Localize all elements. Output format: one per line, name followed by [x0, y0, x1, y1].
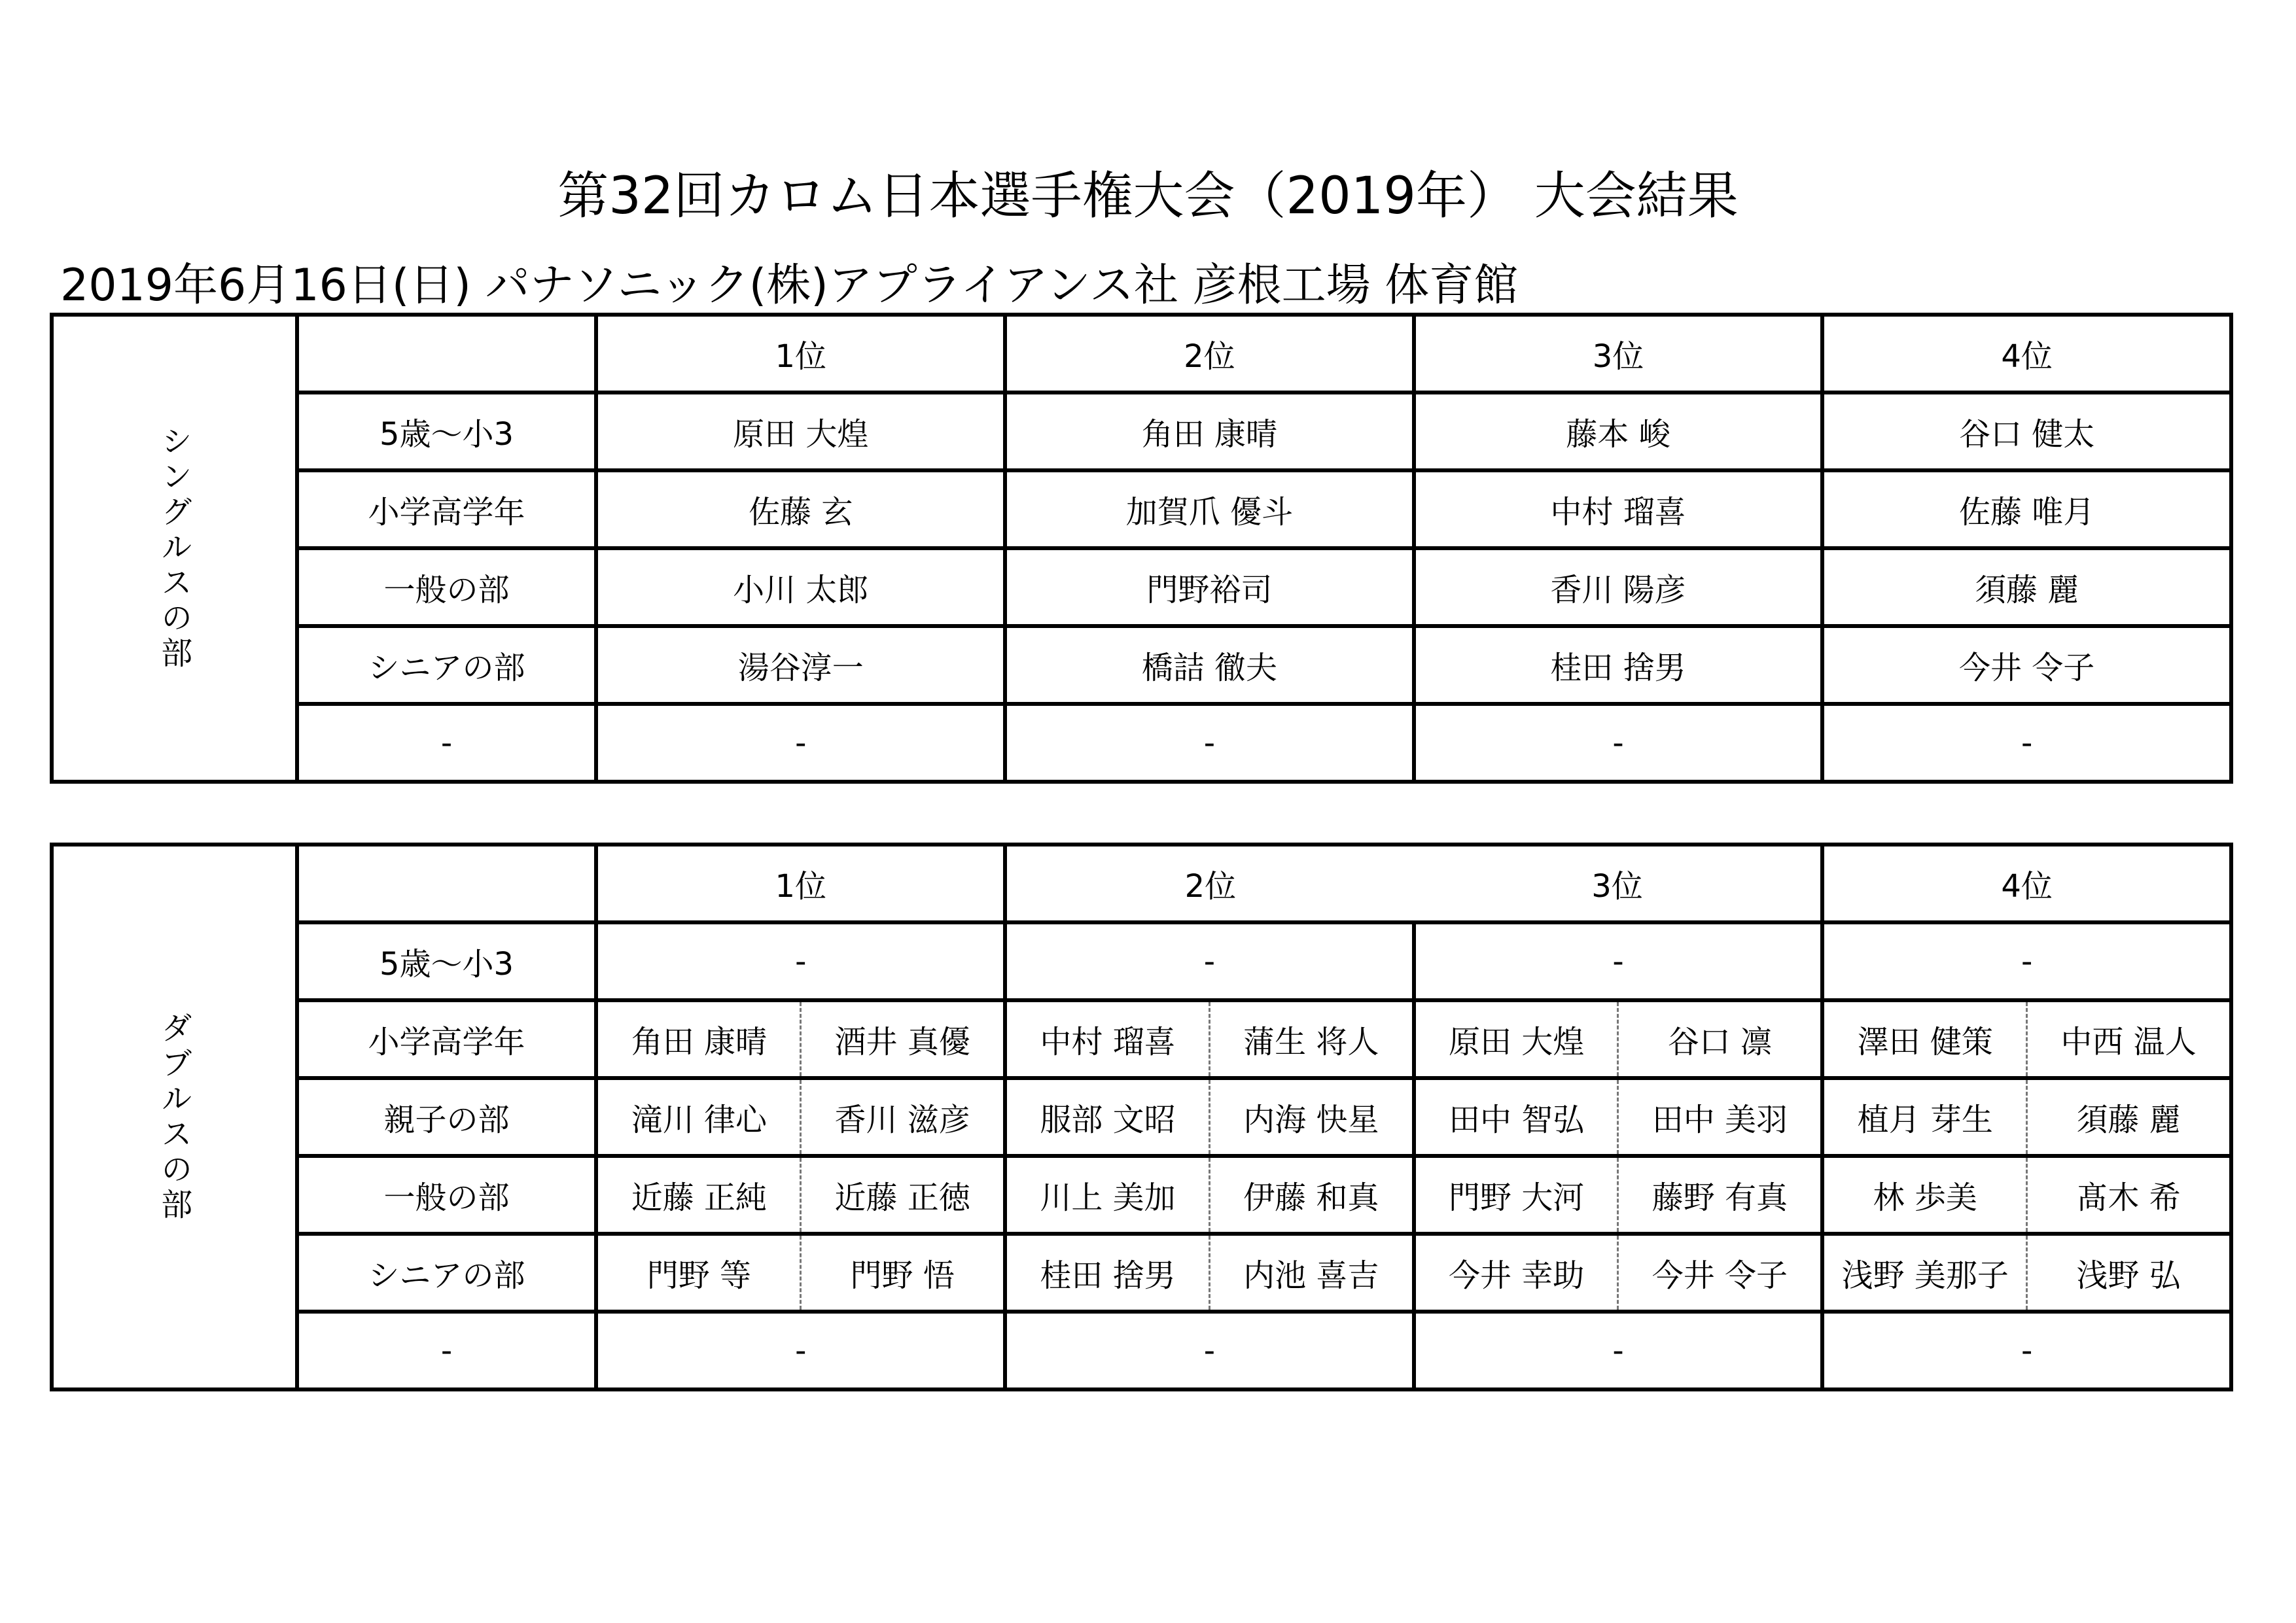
category-label: シニアの部	[297, 1234, 597, 1312]
result-cell: -	[1005, 1312, 1414, 1389]
result-cell: -	[1414, 922, 1823, 1000]
player-cell: 浅野 美那子	[1822, 1234, 2026, 1312]
result-cell: 橋詰 徹夫	[1005, 626, 1414, 704]
category-label: -	[297, 1312, 597, 1389]
table-row	[52, 1000, 2231, 1078]
table-row	[52, 922, 2231, 1000]
result-cell: -	[596, 704, 1005, 782]
result-cell: -	[1414, 704, 1823, 782]
player-cell: 香川 滋彦	[801, 1078, 1005, 1156]
table-row	[52, 1234, 2231, 1312]
table-row	[52, 626, 2231, 704]
header-blank-cell	[297, 315, 597, 393]
result-cell: 門野裕司	[1005, 548, 1414, 626]
player-cell: 伊藤 和真	[1209, 1156, 1413, 1234]
table-row	[52, 704, 2231, 782]
player-cell: 田中 智弘	[1414, 1078, 1618, 1156]
result-cell: 原田 大煌	[596, 393, 1005, 470]
result-cell: 佐藤 玄	[596, 470, 1005, 548]
player-cell: 浅野 弘	[2027, 1234, 2231, 1312]
player-cell: 須藤 麗	[2027, 1078, 2231, 1156]
table-row	[52, 393, 2231, 470]
player-cell: 原田 大煌	[1414, 1000, 1618, 1078]
result-cell: 須藤 麗	[1822, 548, 2231, 626]
table-row	[52, 1078, 2231, 1156]
player-cell: 今井 幸助	[1414, 1234, 1618, 1312]
player-cell: 滝川 律心	[596, 1078, 800, 1156]
rank-header: 3位	[1414, 845, 1823, 922]
result-cell: -	[1005, 704, 1414, 782]
rank-header: 2位	[1005, 315, 1414, 393]
result-cell: 角田 康晴	[1005, 393, 1414, 470]
result-cell: 佐藤 唯月	[1822, 470, 2231, 548]
table-row	[52, 1312, 2231, 1389]
player-cell: 髙木 希	[2027, 1156, 2231, 1234]
result-cell: 藤本 峻	[1414, 393, 1823, 470]
result-cell: 中村 瑠喜	[1414, 470, 1823, 548]
doubles-section-label: ダブルスの部	[52, 845, 297, 1389]
player-cell: 酒井 真優	[801, 1000, 1005, 1078]
category-label: -	[297, 704, 597, 782]
result-cell: -	[1414, 1312, 1823, 1389]
rank-header: 1位	[596, 845, 1005, 922]
player-cell: 近藤 正徳	[801, 1156, 1005, 1234]
doubles-header-row	[52, 845, 2231, 922]
category-label: 一般の部	[297, 548, 597, 626]
player-cell: 中西 温人	[2027, 1000, 2231, 1078]
player-cell: 桂田 捨男	[1005, 1234, 1209, 1312]
player-cell: 角田 康晴	[596, 1000, 800, 1078]
page-title: 第32回カロム日本選手権大会（2019年） 大会結果	[557, 167, 1739, 226]
player-cell: 今井 令子	[1618, 1234, 1822, 1312]
result-cell: -	[596, 1312, 1005, 1389]
singles-section-label: シングルスの部	[52, 315, 297, 782]
player-cell: 門野 悟	[801, 1234, 1005, 1312]
category-label: 一般の部	[297, 1156, 597, 1234]
result-cell: 谷口 健太	[1822, 393, 2231, 470]
player-cell: 林 歩美	[1822, 1156, 2026, 1234]
result-cell: 桂田 捨男	[1414, 626, 1823, 704]
player-cell: 谷口 凛	[1618, 1000, 1822, 1078]
table-row	[52, 1156, 2231, 1234]
result-cell: -	[1005, 922, 1414, 1000]
player-cell: 蒲生 将人	[1209, 1000, 1413, 1078]
rank-header: 4位	[1822, 315, 2231, 393]
result-cell: -	[596, 922, 1005, 1000]
rank-header: 4位	[1822, 845, 2231, 922]
singles-header-row	[52, 315, 2231, 393]
result-cell: 加賀爪 優斗	[1005, 470, 1414, 548]
category-label: 親子の部	[297, 1078, 597, 1156]
player-cell: 澤田 健策	[1822, 1000, 2026, 1078]
event-date-venue: 2019年6月16日(日) パナソニック(株)アプライアンス社 彦根工場 体育館	[60, 260, 1519, 311]
player-cell: 門野 大河	[1414, 1156, 1618, 1234]
result-cell: -	[1822, 922, 2231, 1000]
result-cell: 湯谷淳一	[596, 626, 1005, 704]
player-cell: 川上 美加	[1005, 1156, 1209, 1234]
player-cell: 門野 等	[596, 1234, 800, 1312]
rank-header: 3位	[1414, 315, 1823, 393]
result-cell: 小川 太郎	[596, 548, 1005, 626]
category-label: 小学高学年	[297, 1000, 597, 1078]
header-blank-cell	[297, 845, 597, 922]
player-cell: 植月 芽生	[1822, 1078, 2026, 1156]
table-row	[52, 548, 2231, 626]
player-cell: 田中 美羽	[1618, 1078, 1822, 1156]
category-label: シニアの部	[297, 626, 597, 704]
player-cell: 近藤 正純	[596, 1156, 800, 1234]
player-cell: 内海 快星	[1209, 1078, 1413, 1156]
category-label: 5歳〜小3	[297, 393, 597, 470]
table-row	[52, 470, 2231, 548]
player-cell: 藤野 有真	[1618, 1156, 1822, 1234]
result-cell: 今井 令子	[1822, 626, 2231, 704]
player-cell: 中村 瑠喜	[1005, 1000, 1209, 1078]
result-cell: 香川 陽彦	[1414, 548, 1823, 626]
rank-header: 2位	[1005, 845, 1414, 922]
singles-results-table	[50, 313, 2233, 784]
doubles-results-table	[50, 843, 2233, 1391]
result-cell: -	[1822, 704, 2231, 782]
player-cell: 服部 文昭	[1005, 1078, 1209, 1156]
category-label: 小学高学年	[297, 470, 597, 548]
rank-header: 1位	[596, 315, 1005, 393]
player-cell: 内池 喜吉	[1209, 1234, 1413, 1312]
result-cell: -	[1822, 1312, 2231, 1389]
category-label: 5歳〜小3	[297, 922, 597, 1000]
